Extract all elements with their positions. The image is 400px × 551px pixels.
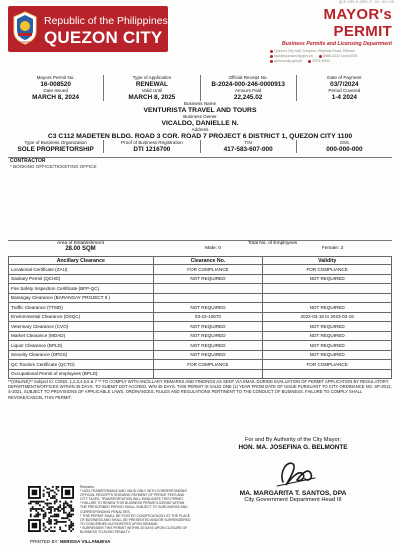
business-name: Business Name VENTURISTA TRAVEL AND TOURS xyxy=(143,101,257,114)
table-row xyxy=(9,274,392,284)
business-activity: * BOOKING OFFICE/TICKETING OFFICE xyxy=(10,164,97,169)
table-row xyxy=(9,360,392,370)
clearance-number: NOT REQUIRED xyxy=(153,274,263,284)
clearance-number: NOT REQUIRED xyxy=(153,341,263,351)
contact-address: Quezon City Hall Complex, Elliptical Road, Diliman xyxy=(270,49,355,53)
clearance-number: NOT REQUIRED xyxy=(153,350,263,360)
amount-paid: Amount Paid 22,245.02 xyxy=(201,88,297,101)
remark-item: * SURRENDER THIS PERMIT WITHIN 30 DAYS UPON CLOSURE OF BUSINESS TO AVOID PENALTY. xyxy=(80,525,188,535)
clearance-name: QC Tourism Certificate (QCTO) xyxy=(9,360,154,370)
city-title: QUEZON CITY xyxy=(44,28,163,47)
clearance-validity: NOT REQUIRED xyxy=(263,341,392,351)
field-row-2 xyxy=(8,88,392,101)
clearance-name: Sanitary Permit (QCHD) xyxy=(9,274,154,284)
clearance-validity: NOT REQUIRED xyxy=(263,274,392,284)
remark-item: * FAILURE TO RENEW THIS BUSINESS PERMIT/LICENSE WITHIN THE PRESCRIBED PERIOD SHALL SUBJECT TO SURCHARGE AND CORRESPONDING PENALTIES. xyxy=(80,501,188,514)
establishment-info xyxy=(8,240,392,252)
table-row xyxy=(9,369,392,379)
permit-number: Mayors Permit No. 16-008520 xyxy=(8,75,104,88)
clearance-name: Security Clearance (DPOS) xyxy=(9,350,154,360)
field-row-3 xyxy=(8,140,392,153)
header-validity: Validity xyxy=(263,257,392,265)
contact-website: quezoncity.gov.ph xyxy=(270,59,302,63)
globe-icon xyxy=(270,60,273,63)
permit-conditions-note: **(ONLINE)** Subject to: COND. 1,2,3,4,5,6 & 7 ** TO COMPLY WITH ANCILLARY REMARKS AND FINDINGS AS SENT VIA EMAIL DURING EVALUATION OF PERMIT APPLICATION BY REGULATORY DEPARTMENTS/OFFICES WITHIN 45 DAYS. TO SUBMIT DOT ACCRED. W/N 45 DAYS. THIS PERMIT IS VALID ONE (1) YEAR FROM DATE OF ISSUE PURSUANT TO CITY ORDINANCE NO. SP-3013, S-2021, SUBJECT TO PROVISIONS OF APPLICABLE LAWS, ORDINANCES, RULES AND REGULATIONS PERTINENT TO THE CONDUCT OF BUSINESS. FAILURE TO COMPLY SHALL REVOKE/CANCEL THIS PERMIT. xyxy=(8,379,392,400)
clearance-number xyxy=(153,293,263,303)
clearance-number xyxy=(153,284,263,294)
tin: TIN 417-583-607-000 xyxy=(201,140,297,153)
printed-by xyxy=(30,539,110,544)
remark-item: * NON-TRANSFERABLE AND VALID ONLY WITH CORRESPONDING OFFICIAL RECEIPTS SHOWING PAYMENT OF PERMIT FEES AND CITY TAXES. TRANSPORTATION WILL INVALIDATE THIS PERMIT. xyxy=(80,489,188,502)
table-row xyxy=(9,284,392,294)
clearance-number: FOR COMPLIANCE xyxy=(153,360,263,370)
male-count: Male: 0 xyxy=(205,246,221,251)
area-label: Area of Establishment xyxy=(57,241,104,246)
city-banner xyxy=(8,6,168,52)
table-row xyxy=(9,341,392,351)
handwritten-signature xyxy=(253,452,333,494)
department-head-position: City Government Department Head III xyxy=(244,497,342,503)
printed-by-label: PRINTED BY: xyxy=(30,539,59,544)
remarks xyxy=(80,485,192,534)
location-icon xyxy=(270,50,273,53)
sss: SSS 000-000-000 xyxy=(326,140,363,153)
signature-block xyxy=(208,437,378,503)
permit-title: MAYOR's PERMIT xyxy=(323,6,392,40)
phone-icon xyxy=(319,55,322,58)
official-receipt: Official Receipt No. B-2024-000-246-0000913 xyxy=(201,75,297,88)
permit-subtitle: Business Permits and Licensing Department xyxy=(281,41,392,47)
clearance-validity: 2022-03-16 to 2023-03-16 xyxy=(263,312,392,322)
clearance-validity: NOT REQUIRED xyxy=(263,350,392,360)
clearance-name: Veterinary Clearance (CVO) xyxy=(9,322,154,332)
clearance-name: Fire Safety Inspection Certificate (BFP-QC) xyxy=(9,284,154,294)
employees-label: Total No. of Employees xyxy=(247,241,298,246)
clearance-name: Locational Certificate (ZAU) xyxy=(9,265,154,275)
clearance-name: Traffic Clearance (TTMD) xyxy=(9,303,154,313)
permit-heading xyxy=(270,6,392,64)
table-row xyxy=(9,322,392,332)
clearance-validity: FOR COMPLIANCE xyxy=(263,360,392,370)
header-clearance-no: Clearance No. xyxy=(153,257,263,265)
authority-line: For and By Authority of the City Mayor: xyxy=(244,437,342,443)
valid-until: Valid Until MARCH 8, 2025 xyxy=(104,88,200,101)
clearance-number: NOT REQUIRED xyxy=(153,331,263,341)
printed-by-name: NERISSA VILLANUEVA xyxy=(59,539,111,544)
clearance-table xyxy=(8,256,392,379)
area-value: 28.00 SQM xyxy=(65,246,96,252)
business-owner: Business Owner VICALDO, DANIELLE N. xyxy=(161,114,239,127)
table-row xyxy=(9,293,392,303)
clearance-validity xyxy=(263,293,392,303)
contractor-heading: CONTRACTOR xyxy=(10,158,46,164)
clearance-validity: FOR COMPLIANCE xyxy=(263,265,392,275)
republic-title: Republic of the Philippines xyxy=(44,15,168,27)
clearance-number: NOT REQUIRED xyxy=(153,303,263,313)
remark-item: * THIS PERMIT SHALL BE POSTED CONSPICUOUSLY AT THE PLACE OF BUSINESS AND SHALL BE PRESENTED AND/OR SURRENDERED TO CONCERNED AUTHORITIES UPON DEMAND. xyxy=(80,513,191,526)
contact-info xyxy=(270,49,392,64)
organization-type: Type of Business Organization SOLE PROPRIETORSHIP xyxy=(8,140,104,153)
line-of-business-box xyxy=(8,157,392,237)
clearance-name: Market Clearance (MDAD) xyxy=(9,331,154,341)
contact-phone: 8988-4242 local 8205 xyxy=(319,54,358,58)
phone-icon xyxy=(308,60,311,63)
table-row xyxy=(9,303,392,313)
business-address: Address C3 C112 MADETEN BLDG. ROAD 3 COR. ROAD 7 PROJECT 6 DISTRICT 1, QUEZON CITY 1100 xyxy=(47,127,353,140)
contact-hotline: 8703-5000 xyxy=(308,59,329,63)
female-count: Female: 3 xyxy=(321,246,344,251)
department-head-name: MA. MARGARITA T. SANTOS, DPA xyxy=(239,490,347,497)
table-row xyxy=(9,312,392,322)
svg-text:QUEZON: QUEZON xyxy=(19,41,31,44)
clearance-validity: NOT REQUIRED xyxy=(263,303,392,313)
header-ancillary-clearance: Ancillary Clearance xyxy=(9,257,154,265)
table-header-row xyxy=(9,257,392,265)
line-of-business xyxy=(10,158,97,169)
email-icon xyxy=(270,55,273,58)
clearance-name: Environmental Clearance (DSQC) xyxy=(9,312,154,322)
application-type: Type of Application RENEWAL xyxy=(104,75,200,88)
permit-fields xyxy=(8,75,392,153)
proof-of-registration: Proof of Business Registration DTI 1216700 xyxy=(104,140,200,153)
payment-date: Date of Payment 03/7/2024 xyxy=(327,75,362,88)
field-row-1 xyxy=(8,75,392,88)
clearance-validity: NOT REQUIRED xyxy=(263,322,392,332)
clearance-validity xyxy=(263,284,392,294)
clearance-validity: NOT REQUIRED xyxy=(263,331,392,341)
contact-email: bplo@quezoncity.gov.ph xyxy=(270,54,313,58)
clearance-number: NOT REQUIRED xyxy=(153,322,263,332)
clearance-number: 03-22-10670 xyxy=(153,312,263,322)
document-number: QCE-BPLO-BPO-F-02 05/25 xyxy=(338,1,394,5)
clearance-name: Occupational Permit of employees (BPLD): xyxy=(9,369,154,379)
clearance-number xyxy=(153,369,263,379)
table-row xyxy=(9,265,392,275)
city-seal-icon xyxy=(12,11,38,45)
period-covered: Period Covered 1-4 2024 xyxy=(328,88,361,101)
clearance-name: Barangay Clearance (BARANGAY PROJECT 6 ) xyxy=(9,293,154,303)
mayor-name: HON. MA. JOSEFINA G. BELMONTE xyxy=(238,444,348,451)
date-issued: Date Issued MARCH 8, 2024 xyxy=(8,88,104,101)
remarks-title: Remarks: xyxy=(80,485,95,489)
table-row xyxy=(9,331,392,341)
clearance-validity xyxy=(263,369,392,379)
table-row xyxy=(9,350,392,360)
qr-code xyxy=(28,486,74,532)
clearance-name: Liquor Clearance (BPLD) xyxy=(9,341,154,351)
clearance-number: FOR COMPLIANCE xyxy=(153,265,263,275)
